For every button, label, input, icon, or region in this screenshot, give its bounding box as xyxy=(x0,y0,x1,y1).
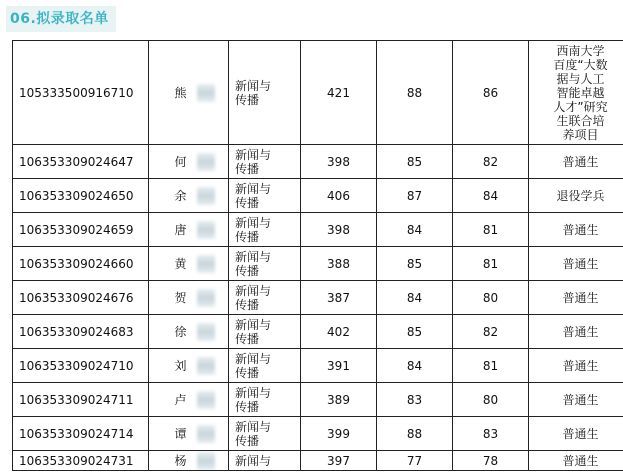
score-1-cell: 87 xyxy=(377,179,453,213)
candidate-id-cell: 106353309024650 xyxy=(13,179,149,213)
name-redaction-mask xyxy=(197,187,215,205)
score-1-cell: 85 xyxy=(377,247,453,281)
major-cell: 新闻与 传播 xyxy=(229,417,301,451)
table-row xyxy=(13,247,623,281)
candidate-name: 熊 xyxy=(174,85,187,100)
candidate-id-cell: 106353309024676 xyxy=(13,281,149,315)
total-score-cell: 391 xyxy=(301,349,377,383)
candidate-name: 卢 xyxy=(174,392,187,407)
candidate-name: 刘 xyxy=(174,358,187,373)
score-1-cell: 85 xyxy=(377,145,453,179)
table-row xyxy=(13,145,623,179)
score-2-cell: 82 xyxy=(453,315,529,349)
score-1-cell: 88 xyxy=(377,41,453,145)
table-body xyxy=(13,41,623,471)
major-cell: 新闻与 传播 xyxy=(229,383,301,417)
candidate-id-cell: 106353309024714 xyxy=(13,417,149,451)
major-cell: 新闻与 传播 xyxy=(229,281,301,315)
score-2-cell: 86 xyxy=(453,41,529,145)
major-cell: 新闻与 传播 xyxy=(229,145,301,179)
note-cell: 退役学兵 xyxy=(529,179,623,213)
score-2-cell: 84 xyxy=(453,179,529,213)
note-cell: 普通生 xyxy=(529,145,623,179)
name-redaction-mask xyxy=(197,425,215,443)
candidate-name: 贺 xyxy=(174,290,187,305)
note-cell: 西南大学 百度“大数 据与人工 智能卓越 人才”研究 生联合培 养项目 xyxy=(529,41,623,145)
total-score-cell: 397 xyxy=(301,451,377,471)
candidate-name: 杨 xyxy=(174,453,187,468)
candidate-name-cell xyxy=(149,349,229,383)
table-row xyxy=(13,451,623,471)
major-cell: 新闻与 传播 xyxy=(229,213,301,247)
candidate-id-cell: 106353309024731 xyxy=(13,451,149,471)
note-cell: 普通生 xyxy=(529,451,623,471)
score-2-cell: 81 xyxy=(453,247,529,281)
candidate-id-cell: 106353309024647 xyxy=(13,145,149,179)
score-1-cell: 88 xyxy=(377,417,453,451)
score-2-cell: 78 xyxy=(453,451,529,471)
major-cell: 新闻与 传播 xyxy=(229,315,301,349)
candidate-name: 徐 xyxy=(174,324,187,339)
score-2-cell: 80 xyxy=(453,281,529,315)
table-row xyxy=(13,349,623,383)
candidate-id-cell: 106353309024683 xyxy=(13,315,149,349)
table-row xyxy=(13,417,623,451)
score-1-cell: 77 xyxy=(377,451,453,471)
table-row xyxy=(13,213,623,247)
admission-list-table-wrap xyxy=(12,40,612,471)
total-score-cell: 402 xyxy=(301,315,377,349)
note-cell: 普通生 xyxy=(529,349,623,383)
candidate-name-cell xyxy=(149,41,229,145)
total-score-cell: 387 xyxy=(301,281,377,315)
total-score-cell: 389 xyxy=(301,383,377,417)
candidate-name-cell xyxy=(149,247,229,281)
candidate-name: 黄 xyxy=(174,256,187,271)
candidate-name: 余 xyxy=(174,188,187,203)
score-2-cell: 83 xyxy=(453,417,529,451)
candidate-name: 谭 xyxy=(174,426,187,441)
major-cell: 新闻与 传播 xyxy=(229,349,301,383)
name-redaction-mask xyxy=(197,323,215,341)
total-score-cell: 399 xyxy=(301,417,377,451)
candidate-name: 唐 xyxy=(174,222,187,237)
total-score-cell: 421 xyxy=(301,41,377,145)
note-cell: 普通生 xyxy=(529,247,623,281)
name-redaction-mask xyxy=(197,452,215,470)
note-cell: 普通生 xyxy=(529,383,623,417)
name-redaction-mask xyxy=(197,255,215,273)
total-score-cell: 398 xyxy=(301,213,377,247)
score-1-cell: 84 xyxy=(377,213,453,247)
candidate-name-cell xyxy=(149,281,229,315)
candidate-name-cell xyxy=(149,179,229,213)
name-redaction-mask xyxy=(197,391,215,409)
candidate-id-cell: 106353309024660 xyxy=(13,247,149,281)
candidate-id-cell: 106353309024659 xyxy=(13,213,149,247)
candidate-name-cell xyxy=(149,145,229,179)
major-cell: 新闻与 xyxy=(229,451,301,471)
note-cell: 普通生 xyxy=(529,417,623,451)
score-1-cell: 85 xyxy=(377,315,453,349)
table-row xyxy=(13,41,623,145)
admission-list-table xyxy=(12,40,623,471)
table-row xyxy=(13,315,623,349)
major-cell: 新闻与 传播 xyxy=(229,179,301,213)
total-score-cell: 388 xyxy=(301,247,377,281)
score-2-cell: 80 xyxy=(453,383,529,417)
score-2-cell: 81 xyxy=(453,349,529,383)
name-redaction-mask xyxy=(197,84,215,102)
name-redaction-mask xyxy=(197,153,215,171)
table-row xyxy=(13,281,623,315)
candidate-name-cell xyxy=(149,451,229,471)
score-1-cell: 83 xyxy=(377,383,453,417)
candidate-name-cell xyxy=(149,213,229,247)
score-2-cell: 81 xyxy=(453,213,529,247)
note-cell: 普通生 xyxy=(529,281,623,315)
score-2-cell: 82 xyxy=(453,145,529,179)
candidate-name-cell xyxy=(149,383,229,417)
major-cell: 新闻与 传播 xyxy=(229,41,301,145)
score-1-cell: 84 xyxy=(377,281,453,315)
candidate-id-cell: 105333500916710 xyxy=(13,41,149,145)
table-row xyxy=(13,383,623,417)
candidate-name-cell xyxy=(149,417,229,451)
total-score-cell: 398 xyxy=(301,145,377,179)
candidate-id-cell: 106353309024711 xyxy=(13,383,149,417)
candidate-name-cell xyxy=(149,315,229,349)
name-redaction-mask xyxy=(197,221,215,239)
name-redaction-mask xyxy=(197,289,215,307)
table-row xyxy=(13,179,623,213)
score-1-cell: 84 xyxy=(377,349,453,383)
name-redaction-mask xyxy=(197,357,215,375)
major-cell: 新闻与 传播 xyxy=(229,247,301,281)
candidate-name: 何 xyxy=(174,154,187,169)
section-title: 06.拟录取名单 xyxy=(6,6,116,32)
total-score-cell: 406 xyxy=(301,179,377,213)
candidate-id-cell: 106353309024710 xyxy=(13,349,149,383)
note-cell: 普通生 xyxy=(529,213,623,247)
note-cell: 普通生 xyxy=(529,315,623,349)
